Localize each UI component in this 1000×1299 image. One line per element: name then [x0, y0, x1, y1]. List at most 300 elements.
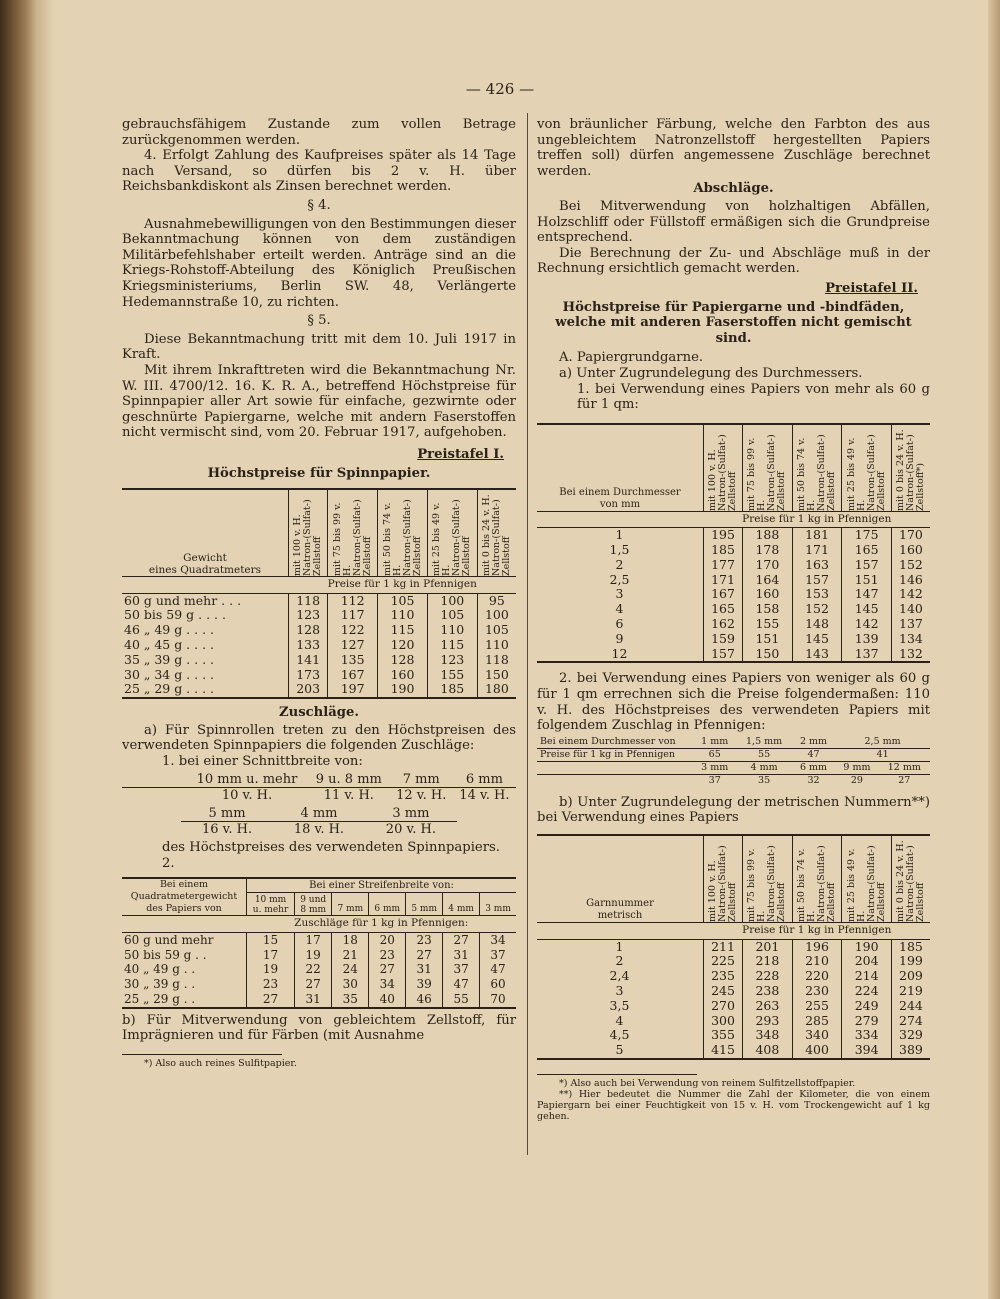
paragraph: a) Für Spinnrollen treten zu den Höchstpreisen des verwendeten Spinnpapiers die folgenden Zuschläge: — [122, 722, 516, 754]
table-cell: 185 — [704, 543, 743, 558]
table-cell: 34 — [369, 977, 406, 992]
column-header: mit 25 bis 49 v. H. Natron-(Sulfat-) Zellstoff — [845, 845, 887, 923]
table-title: Preistafel I. — [417, 446, 504, 462]
table-cell: 27 — [295, 977, 332, 992]
table-cell: 415 — [704, 1043, 743, 1059]
row-label: 40 „ 49 g . . — [124, 962, 196, 977]
row-label: 3 — [615, 586, 624, 602]
table-cell: 120 — [378, 638, 428, 653]
table-cell: 196 — [792, 939, 842, 954]
table-cell: 263 — [743, 999, 793, 1014]
row-label: 25 „ 29 g . . . . — [124, 681, 214, 697]
table-cell: 394 — [842, 1043, 892, 1059]
table-cell: 20 — [369, 932, 406, 947]
width-cell: 4 mm — [300, 805, 338, 821]
table-cell: 165 — [704, 602, 743, 617]
table-cell: 165 — [842, 543, 892, 558]
paragraph: 1. bei einer Schnittbreite von: — [162, 754, 363, 770]
diameter-cell: 3 mm — [701, 761, 729, 773]
table-cell: 167 — [328, 668, 378, 683]
table-cell: 128 — [378, 653, 428, 668]
row-label: 6 — [615, 616, 624, 632]
column-header: mit 75 bis 99 v. H. Natron-(Sulfat-) Zellstoff — [746, 434, 788, 511]
table-cell: 117 — [328, 608, 378, 623]
table-row — [537, 1043, 930, 1059]
table-cell: 293 — [743, 1014, 793, 1029]
table-cell: 21 — [332, 948, 369, 963]
table-cell: 19 — [247, 962, 295, 977]
table-body — [122, 593, 516, 699]
diameter-cell: 6 mm — [799, 761, 828, 773]
table-cell: 155 — [743, 617, 793, 632]
surcharge-cell: 18 v. H. — [293, 822, 345, 838]
column-header: mit 50 bis 74 v. H. Natron-(Sulfat-) Zellstoff — [796, 845, 837, 923]
paragraph: b) Für Mitverwendung von gebleichtem Zellstoff, für Imprägnieren und für Färben (mit Ausnahme — [122, 1012, 516, 1044]
table-label-header: Gewicht eines Quadratmeters — [148, 552, 262, 577]
table-cell: 118 — [289, 593, 328, 608]
table-cell: 197 — [328, 682, 378, 698]
table-cell: 110 — [427, 623, 477, 638]
column-header: 3 mm — [480, 893, 516, 916]
width-cell: 6 mm — [465, 771, 503, 787]
diameter-cell: 4 mm — [750, 761, 778, 773]
table-cell: 100 — [427, 593, 477, 608]
column-divider — [527, 113, 528, 1155]
table-cell: 285 — [792, 1014, 842, 1029]
table-cell: 279 — [842, 1014, 892, 1029]
table-cell: 47 — [480, 962, 516, 977]
price-cell: 27 — [898, 774, 911, 786]
table-cell: 17 — [295, 932, 332, 947]
row-label: 46 „ 49 g . . . . — [124, 622, 214, 638]
price-cell: 47 — [807, 748, 820, 760]
table-row — [537, 617, 930, 632]
table-cell: 23 — [369, 948, 406, 963]
table-body — [537, 939, 930, 1060]
row-label: 4 — [615, 1012, 624, 1028]
table-cell: 147 — [842, 587, 892, 602]
table-cell: 15 — [247, 932, 295, 947]
table-cell: 400 — [792, 1043, 842, 1059]
table-cell: 34 — [480, 932, 516, 947]
table-title: Preistafel II. — [825, 280, 918, 296]
row-label: 5 — [615, 1042, 624, 1058]
table-row — [122, 682, 516, 698]
small-surcharge-table — [537, 736, 930, 787]
table-row — [122, 668, 516, 683]
table-cell: 31 — [406, 962, 443, 977]
table-cell: 201 — [743, 939, 793, 954]
paragraph: Die Berechnung der Zu- und Abschläge muß in der Rechnung ersichtlich gemacht werden. — [537, 245, 930, 277]
table-cell: 105 — [427, 608, 477, 623]
surcharge-cell: 16 v. H. — [201, 822, 253, 838]
table-row — [122, 948, 516, 963]
column-header: mit 50 bis 74 v. H. Natron-(Sulfat-) Zellstoff — [381, 499, 423, 577]
table-cell: 150 — [477, 668, 516, 683]
table-cell: 55 — [443, 992, 480, 1008]
unit-header: Zuschläge für 1 kg in Pfennigen: — [247, 916, 517, 933]
row-label: 50 bis 59 g . . — [124, 947, 207, 962]
width-surcharge-table-2 — [181, 806, 457, 838]
diameter-cell: 1 mm — [701, 735, 729, 747]
table-cell: 210 — [792, 954, 842, 969]
table-cell: 37 — [480, 948, 516, 963]
table-cell: 142 — [891, 587, 930, 602]
table-cell: 238 — [743, 984, 793, 999]
table-cell: 145 — [792, 632, 842, 647]
price-cell: 55 — [758, 748, 771, 760]
table-row — [537, 939, 930, 954]
price-cell: 41 — [876, 748, 889, 760]
table-cell: 143 — [792, 647, 842, 663]
table-cell: 60 — [480, 977, 516, 992]
column-header: 9 und 8 mm — [295, 893, 332, 916]
column-header: mit 25 bis 49 v. H. Natron-(Sulfat-) Zellstoff — [431, 499, 473, 577]
table-row — [122, 623, 516, 638]
table-cell: 95 — [477, 593, 516, 608]
table-cell: 160 — [891, 543, 930, 558]
table-cell: 177 — [704, 558, 743, 573]
table-cell: 209 — [891, 969, 930, 984]
table-cell: 211 — [704, 939, 743, 954]
diameter-cell: 12 mm — [887, 761, 921, 773]
table-row — [537, 558, 930, 573]
table-cell: 173 — [289, 668, 328, 683]
table-cell: 128 — [289, 623, 328, 638]
left-column — [122, 117, 516, 1069]
table-label-header: Bei einem Quadratmetergewicht des Papiers von — [130, 879, 238, 915]
table-cell: 389 — [891, 1043, 930, 1059]
paragraph: Diese Bekanntmachung tritt mit dem 10. Juli 1917 in Kraft. — [122, 331, 516, 363]
table-cell: 152 — [792, 602, 842, 617]
price-table-2 — [537, 423, 930, 664]
table-cell: 39 — [406, 977, 443, 992]
diameter-cell: 2 mm — [799, 735, 828, 747]
table-cell: 127 — [328, 638, 378, 653]
page-edge — [988, 0, 1000, 1299]
row-label: Bei einem Durchmesser von — [540, 735, 676, 747]
table-cell: 249 — [842, 999, 892, 1014]
table-cell: 270 — [704, 999, 743, 1014]
price-table-3 — [537, 834, 930, 1060]
table-cell: 22 — [295, 962, 332, 977]
table-cell: 224 — [842, 984, 892, 999]
row-label: 30 „ 39 g . . — [124, 977, 196, 992]
footnote: **) Hier bedeutet die Nummer die Zahl der Kilometer, die von einem Papiergarn bei einer Feuchtigkeit von 15 v. H. vom Trockengewicht auf 1 kg gehen. — [537, 1088, 930, 1122]
table-row — [537, 587, 930, 602]
table-row — [122, 992, 516, 1008]
row-label: 1,5 — [609, 542, 630, 558]
paragraph: des Höchstpreises des verwendeten Spinnpapiers. — [162, 839, 500, 855]
table-cell: 133 — [289, 638, 328, 653]
table-cell: 112 — [328, 593, 378, 608]
table-cell: 171 — [792, 543, 842, 558]
column-header: mit 100 v. H. Natron-(Sulfat-) Zellstoff — [707, 434, 739, 511]
table-cell: 181 — [792, 528, 842, 543]
table-cell: 171 — [704, 573, 743, 588]
column-header: 10 mm u. mehr — [247, 893, 295, 916]
footnote: *) Also auch reines Sulfitpapier. — [144, 1057, 297, 1069]
table-cell: 31 — [295, 992, 332, 1008]
column-header: 6 mm — [369, 893, 406, 916]
table-cell: 27 — [406, 948, 443, 963]
footnote: *) Also auch bei Verwendung von reinem Sulfitzellstoffpapier. — [559, 1077, 856, 1089]
table-cell: 105 — [477, 623, 516, 638]
table-cell: 155 — [427, 668, 477, 683]
table-cell: 164 — [743, 573, 793, 588]
row-label: 50 bis 59 g . . . . — [124, 607, 226, 623]
row-label: 2,5 — [609, 571, 630, 587]
column-header: mit 100 v. H. Natron-(Sulfat-) Zellstoff — [707, 845, 739, 923]
table-cell: 139 — [842, 632, 892, 647]
table-cell: 185 — [891, 939, 930, 954]
table-body — [122, 932, 516, 1008]
row-label: 2,4 — [609, 968, 630, 984]
table-cell: 157 — [842, 558, 892, 573]
table-cell: 37 — [443, 962, 480, 977]
table-cell: 162 — [704, 617, 743, 632]
table-cell: 158 — [743, 602, 793, 617]
table-cell: 18 — [332, 932, 369, 947]
price-cell: 32 — [807, 774, 820, 786]
table-cell: 334 — [842, 1028, 892, 1043]
table-row — [122, 608, 516, 623]
table-cell: 100 — [477, 608, 516, 623]
row-label: 9 — [615, 630, 624, 646]
table-cell: 123 — [427, 653, 477, 668]
paragraph: Ausnahmebewilligungen von den Bestimmungen dieser Bekanntmachung können von dem zuständigen Militärbefehlshaber erteilt werden. Anträge sind an die Kriegs-Rohstoff-Abteilung des Königlich Preußischen Kriegsministeriums, Berlin SW. 48, Verlängerte Hedemannstraße 10, zu richten. — [122, 216, 516, 310]
page-gutter — [36, 0, 54, 1299]
subheading: Zuschläge. — [278, 705, 359, 721]
column-header: mit 0 bis 24 v. H. Natron-(Sulfat-) Zellstoff*) — [894, 429, 926, 511]
table-cell: 47 — [443, 977, 480, 992]
table-cell: 145 — [842, 602, 892, 617]
table-cell: 24 — [332, 962, 369, 977]
table-row — [537, 602, 930, 617]
table-cell: 150 — [743, 647, 793, 663]
row-label: 2 — [615, 953, 624, 969]
row-label: 35 „ 39 g . . . . — [124, 651, 214, 667]
table-heading: Höchstpreise für Spinnpapier. — [207, 466, 431, 482]
row-label: 12 — [611, 645, 628, 661]
column-header: 5 mm — [406, 893, 443, 916]
price-cell: 65 — [708, 748, 721, 760]
table-label-header: Garnnummer metrisch — [586, 898, 654, 922]
column-header: 7 mm — [332, 893, 369, 916]
price-cell: 29 — [850, 774, 863, 786]
table-cell: 135 — [328, 653, 378, 668]
diameter-cell: 1,5 mm — [746, 735, 783, 747]
table-cell: 170 — [891, 528, 930, 543]
table-cell: 228 — [743, 969, 793, 984]
table-cell: 219 — [891, 984, 930, 999]
table-cell: 185 — [427, 682, 477, 698]
paragraph: 2. — [162, 855, 175, 871]
width-cell: 10 mm u. mehr — [196, 771, 298, 787]
table-cell: 122 — [328, 623, 378, 638]
table-cell: 141 — [289, 653, 328, 668]
table-row — [537, 543, 930, 558]
table-cell: 152 — [891, 558, 930, 573]
column-header: mit 100 v. H. Natron-(Sulfat-) Zellstoff — [292, 499, 324, 577]
table-row — [537, 999, 930, 1014]
table-cell: 220 — [792, 969, 842, 984]
table-row — [122, 962, 516, 977]
table-row — [122, 593, 516, 608]
table-cell: 180 — [477, 682, 516, 698]
table-cell: 27 — [443, 932, 480, 947]
footnote-rule — [537, 1074, 697, 1075]
table-cell: 146 — [891, 573, 930, 588]
width-cell: 9 u. 8 mm — [315, 771, 382, 787]
table-row — [537, 573, 930, 588]
table-cell: 105 — [378, 593, 428, 608]
table-cell: 137 — [842, 647, 892, 663]
row-label: 1 — [615, 938, 624, 954]
table-row — [537, 969, 930, 984]
width-cell: 7 mm — [402, 771, 440, 787]
table-cell: 27 — [369, 962, 406, 977]
table-cell: 27 — [247, 992, 295, 1008]
table-cell: 23 — [406, 932, 443, 947]
table-row — [537, 984, 930, 999]
table-row — [537, 647, 930, 663]
row-label: 4,5 — [609, 1027, 630, 1043]
section-label: A. Papiergrundgarne. — [559, 350, 704, 366]
table-cell: 255 — [792, 999, 842, 1014]
column-header: 4 mm — [443, 893, 480, 916]
table-cell: 199 — [891, 954, 930, 969]
surcharge-cell: 12 v. H. — [396, 788, 447, 804]
column-header: mit 0 bis 24 v. H. Natron-(Sulfat-) Zellstoff — [480, 494, 512, 577]
surcharge-cell: 10 v. H. — [221, 788, 273, 804]
column-header: mit 75 bis 99 v. H. Natron-(Sulfat-) Zellstoff — [746, 845, 788, 923]
unit-header: Preise für 1 kg in Pfennigen — [289, 577, 517, 594]
span-header: Bei einer Streifenbreite von: — [247, 878, 517, 893]
price-table-1 — [122, 488, 516, 699]
table-row — [122, 638, 516, 653]
table-cell: 167 — [704, 587, 743, 602]
table-heading: Höchstpreise für Papiergarne und -bindfäden, welche mit anderen Faserstoffen nicht gemischt sind. — [555, 299, 912, 346]
table-cell: 178 — [743, 543, 793, 558]
table-cell: 214 — [842, 969, 892, 984]
table-cell: 203 — [289, 682, 328, 698]
diameter-cell: 2,5 mm — [864, 735, 901, 747]
table-cell: 190 — [842, 939, 892, 954]
table-cell: 118 — [477, 653, 516, 668]
table-cell: 134 — [891, 632, 930, 647]
table-cell: 225 — [704, 954, 743, 969]
table-row — [537, 954, 930, 969]
table-row — [537, 632, 930, 647]
table-cell: 244 — [891, 999, 930, 1014]
table-cell: 340 — [792, 1028, 842, 1043]
unit-header: Preise für 1 kg in Pfennigen — [704, 923, 931, 940]
table-cell: 175 — [842, 528, 892, 543]
table-cell: 30 — [332, 977, 369, 992]
table-cell: 274 — [891, 1014, 930, 1029]
unit-header: Preise für 1 kg in Pfennigen — [704, 511, 931, 528]
row-label: 40 „ 45 g . . . . — [124, 637, 214, 653]
table-cell: 218 — [743, 954, 793, 969]
table-cell: 235 — [704, 969, 743, 984]
table-cell: 153 — [792, 587, 842, 602]
row-label: 25 „ 29 g . . — [124, 991, 196, 1006]
table-body — [537, 528, 930, 664]
table-cell: 140 — [891, 602, 930, 617]
section-label: a) Unter Zugrundelegung des Durchmessers. — [559, 365, 863, 381]
section-heading: § 4. — [307, 197, 331, 213]
section-heading: § 5. — [307, 313, 331, 329]
table-cell: 188 — [743, 528, 793, 543]
column-header: mit 25 bis 49 v. H. Natron-(Sulfat-) Zellstoff — [845, 434, 887, 511]
column-header: mit 75 bis 99 v. H. Natron-(Sulfat-) Zellstoff — [331, 499, 373, 577]
table-row — [122, 932, 516, 947]
paragraph: von bräunlicher Färbung, welche den Farbton des aus ungebleichtem Natronzellstoff hergestellten Papiers treffen soll) dürfen angemessene Zuschläge berechnet werden. — [537, 117, 930, 179]
price-cell: 35 — [758, 774, 771, 786]
table-row — [537, 1028, 930, 1043]
row-label: 4 — [615, 601, 624, 617]
table-cell: 159 — [704, 632, 743, 647]
paragraph: Mit ihrem Inkrafttreten wird die Bekanntmachung Nr. W. III. 4700/12. 16. K. R. A., betreffend Höchstpreise für Spinnpapier aller Art sowie für einfache, gezwirnte oder geschnürte Papiergarne, welche mit andern Faserstoffen nicht vermischt sind, vom 20. Februar 1917, aufgehoben. — [122, 362, 516, 441]
table-cell: 245 — [704, 984, 743, 999]
right-column — [537, 117, 930, 1122]
surcharge-cell: 20 v. H. — [385, 822, 437, 838]
width-surcharge-table — [122, 772, 516, 804]
width-cell: 3 mm — [392, 805, 430, 821]
surcharge-table-2 — [122, 877, 516, 1009]
footnote-rule — [122, 1054, 282, 1055]
table-cell: 408 — [743, 1043, 793, 1059]
paragraph: gebrauchsfähigem Zustande zum vollen Betrage zurückgenommen werden. — [122, 117, 516, 148]
table-cell: 40 — [369, 992, 406, 1008]
table-cell: 230 — [792, 984, 842, 999]
table-cell: 31 — [443, 948, 480, 963]
table-cell: 137 — [891, 617, 930, 632]
row-label: 3,5 — [609, 997, 630, 1013]
table-cell: 300 — [704, 1014, 743, 1029]
page-number: — 426 — — [465, 80, 535, 98]
table-cell: 157 — [704, 647, 743, 663]
column-header: mit 50 bis 74 v. H. Natron-(Sulfat-) Zellstoff — [796, 434, 837, 511]
table-row — [122, 977, 516, 992]
table-cell: 195 — [704, 528, 743, 543]
paragraph: 1. bei Verwendung eines Papiers von mehr als 60 g für 1 qm: — [577, 381, 930, 413]
table-label-header: Bei einem Durchmesser von mm — [559, 486, 681, 510]
table-cell: 329 — [891, 1028, 930, 1043]
column-header: mit 0 bis 24 v. H. Natron-(Sulfat-) Zellstoff — [894, 840, 926, 923]
table-cell: 157 — [792, 573, 842, 588]
table-cell: 110 — [378, 608, 428, 623]
table-cell: 151 — [743, 632, 793, 647]
paragraph: Bei Mitverwendung von holzhaltigen Abfällen, Holzschliff oder Füllstoff ermäßigen sich die Grundpreise entsprechend. — [537, 198, 930, 246]
table-cell: 160 — [378, 668, 428, 683]
table-cell: 163 — [792, 558, 842, 573]
row-label: 3 — [615, 983, 624, 998]
paragraph: 4. Erfolgt Zahlung des Kaufpreises später als 14 Tage nach Versand, so dürfen bis 2 v. H. über Reichsbankdiskont als Zinsen berechnet werden. — [122, 148, 516, 195]
table-cell: 115 — [378, 623, 428, 638]
table-cell: 190 — [378, 682, 428, 698]
table-cell: 19 — [295, 948, 332, 963]
table-cell: 17 — [247, 948, 295, 963]
table-cell: 70 — [480, 992, 516, 1008]
diameter-cell: 9 mm — [843, 761, 871, 773]
table-cell: 132 — [891, 647, 930, 663]
table-cell: 23 — [247, 977, 295, 992]
row-label: 60 g und mehr . . . — [124, 592, 242, 608]
row-label: 2 — [615, 556, 624, 572]
table-cell: 148 — [792, 617, 842, 632]
